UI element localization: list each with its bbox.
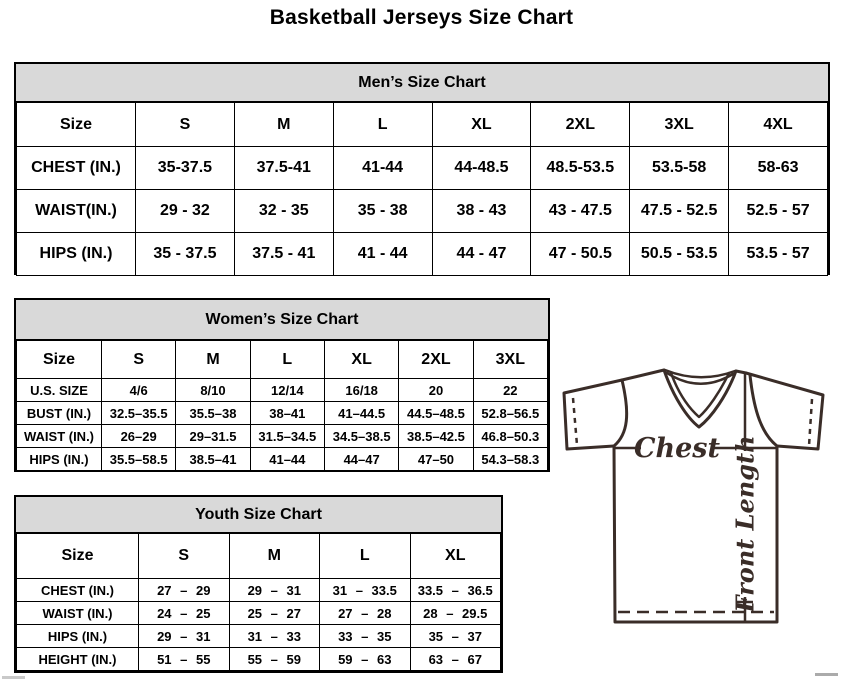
row-header: WAIST (IN.) (17, 602, 139, 625)
size-cell: 29 - 32 (136, 190, 235, 233)
row-header: HIPS (IN.) (17, 448, 102, 471)
col-header: Size (17, 341, 102, 379)
size-cell: 47 - 50.5 (531, 233, 630, 276)
size-cell: 43 - 47.5 (531, 190, 630, 233)
size-cell: 4/6 (102, 379, 176, 402)
table-row (17, 579, 501, 602)
size-cell: 37.5 - 41 (234, 233, 333, 276)
table-row (17, 648, 501, 671)
size-cell: 38.5–42.5 (399, 425, 473, 448)
size-cell: 48.5-53.5 (531, 147, 630, 190)
row-header: CHEST (IN.) (17, 579, 139, 602)
size-cell: 24 – 25 (139, 602, 230, 625)
size-cell: 52.5 - 57 (729, 190, 828, 233)
row-header: HIPS (IN.) (17, 233, 136, 276)
row-header: CHEST (IN.) (17, 147, 136, 190)
col-header: M (229, 534, 320, 579)
size-header-row (17, 341, 548, 379)
size-cell: 35 - 37.5 (136, 233, 235, 276)
size-cell: 52.8–56.5 (473, 402, 547, 425)
table-row (17, 233, 828, 276)
front-length-label: Front Length (730, 435, 760, 613)
size-cell: 33.5 – 36.5 (410, 579, 501, 602)
size-cell: 53.5 - 57 (729, 233, 828, 276)
table-row (17, 425, 548, 448)
mens-size-chart (14, 62, 830, 275)
jersey-outline (564, 370, 823, 622)
size-cell: 8/10 (176, 379, 250, 402)
size-cell: 29 – 31 (139, 625, 230, 648)
jersey-measurement-diagram (556, 362, 843, 654)
mens-table (16, 102, 828, 276)
size-cell: 29–31.5 (176, 425, 250, 448)
size-cell: 44-48.5 (432, 147, 531, 190)
size-cell: 31 – 33 (229, 625, 320, 648)
table-row (17, 602, 501, 625)
row-header: BUST (IN.) (17, 402, 102, 425)
table-row (17, 402, 548, 425)
size-cell: 20 (399, 379, 473, 402)
size-cell: 44–47 (324, 448, 398, 471)
size-header-row (17, 103, 828, 147)
size-cell: 31.5–34.5 (250, 425, 324, 448)
size-cell: 41–44.5 (324, 402, 398, 425)
size-cell: 32 - 35 (234, 190, 333, 233)
size-cell: 35-37.5 (136, 147, 235, 190)
size-cell: 51 – 55 (139, 648, 230, 671)
size-cell: 38 - 43 (432, 190, 531, 233)
scrollbar-fragment-right[interactable] (815, 673, 838, 676)
col-header: M (176, 341, 250, 379)
table-row (17, 625, 501, 648)
size-cell: 22 (473, 379, 547, 402)
size-cell: 54.3–58.3 (473, 448, 547, 471)
col-header: L (320, 534, 411, 579)
size-cell: 26–29 (102, 425, 176, 448)
size-cell: 55 – 59 (229, 648, 320, 671)
size-cell: 27 – 28 (320, 602, 411, 625)
col-header: 2XL (399, 341, 473, 379)
row-header: WAIST (IN.) (17, 425, 102, 448)
womens-size-chart (14, 298, 550, 472)
youth-table (16, 533, 501, 671)
size-cell: 41–44 (250, 448, 324, 471)
col-header: S (136, 103, 235, 147)
size-cell: 27 – 29 (139, 579, 230, 602)
size-cell: 35 – 37 (410, 625, 501, 648)
size-cell: 44 - 47 (432, 233, 531, 276)
col-header: XL (410, 534, 501, 579)
size-cell: 25 – 27 (229, 602, 320, 625)
col-header: 3XL (630, 103, 729, 147)
size-cell: 46.8–50.3 (473, 425, 547, 448)
col-header: 3XL (473, 341, 547, 379)
col-header: XL (432, 103, 531, 147)
size-cell: 37.5-41 (234, 147, 333, 190)
size-cell: 16/18 (324, 379, 398, 402)
col-header: M (234, 103, 333, 147)
col-header: S (102, 341, 176, 379)
size-cell: 47.5 - 52.5 (630, 190, 729, 233)
size-cell: 53.5-58 (630, 147, 729, 190)
row-header: HEIGHT (IN.) (17, 648, 139, 671)
size-cell: 44.5–48.5 (399, 402, 473, 425)
size-cell: 38–41 (250, 402, 324, 425)
col-header: L (333, 103, 432, 147)
row-header: HIPS (IN.) (17, 625, 139, 648)
size-cell: 12/14 (250, 379, 324, 402)
table-row (17, 448, 548, 471)
chest-label: Chest (634, 433, 720, 464)
size-cell: 33 – 35 (320, 625, 411, 648)
col-header: 4XL (729, 103, 828, 147)
size-cell: 29 – 31 (229, 579, 320, 602)
size-cell: 58-63 (729, 147, 828, 190)
size-cell: 41-44 (333, 147, 432, 190)
size-cell: 41 - 44 (333, 233, 432, 276)
womens-chart-title: Women’s Size Chart (16, 300, 548, 340)
size-cell: 63 – 67 (410, 648, 501, 671)
page-title: Basketball Jerseys Size Chart (269, 6, 574, 29)
size-header-row (17, 534, 501, 579)
size-cell: 28 – 29.5 (410, 602, 501, 625)
size-cell: 31 – 33.5 (320, 579, 411, 602)
table-row (17, 190, 828, 233)
size-cell: 35 - 38 (333, 190, 432, 233)
col-header: Size (17, 534, 139, 579)
size-cell: 59 – 63 (320, 648, 411, 671)
row-header: WAIST(IN.) (17, 190, 136, 233)
col-header: Size (17, 103, 136, 147)
col-header: 2XL (531, 103, 630, 147)
size-cell: 32.5–35.5 (102, 402, 176, 425)
youth-chart-title: Youth Size Chart (16, 497, 501, 533)
col-header: XL (324, 341, 398, 379)
size-cell: 47–50 (399, 448, 473, 471)
col-header: L (250, 341, 324, 379)
row-header: U.S. SIZE (17, 379, 102, 402)
size-cell: 35.5–58.5 (102, 448, 176, 471)
table-row (17, 379, 548, 402)
col-header: S (139, 534, 230, 579)
womens-table (16, 340, 548, 471)
table-row (17, 147, 828, 190)
size-cell: 35.5–38 (176, 402, 250, 425)
size-cell: 38.5–41 (176, 448, 250, 471)
size-cell: 34.5–38.5 (324, 425, 398, 448)
youth-size-chart (14, 495, 503, 673)
mens-chart-title: Men’s Size Chart (16, 64, 828, 102)
size-cell: 50.5 - 53.5 (630, 233, 729, 276)
